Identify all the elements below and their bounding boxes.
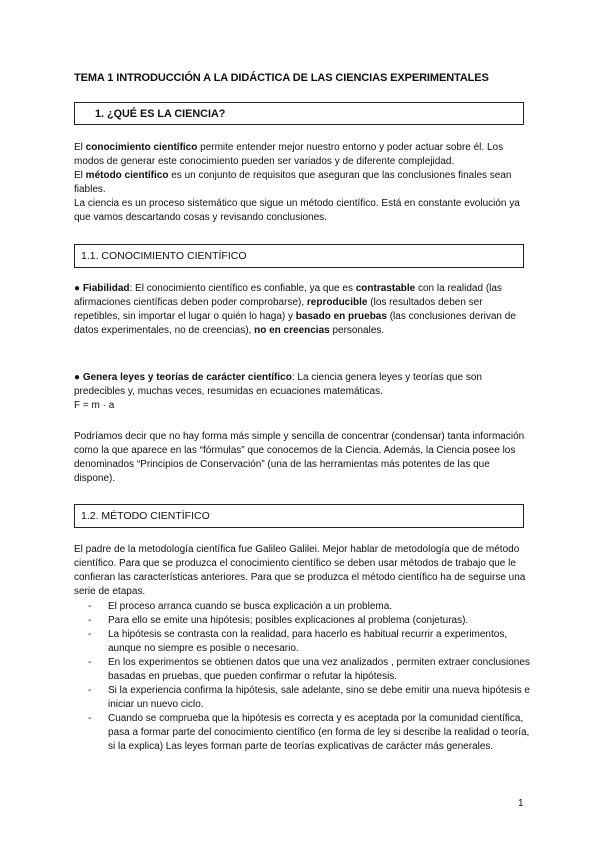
step-text: En los experimentos se obtienen datos que una vez analizados , permiten extraer conclusiones basadas en pruebas, que pueden confirmar o refutar la hipótesis. [108, 657, 530, 682]
intro-paragraph [74, 141, 530, 225]
list-dash: - [88, 601, 92, 612]
method-steps-list [74, 600, 530, 754]
fiabilidad-text-4: (las conclusiones derivan de datos experimentales, no de creencias), [74, 311, 516, 336]
leyes-text: : La ciencia genera leyes y teorías que son predecibles y, muchas veces, resumidas en ecuaciones matemáticas. [74, 372, 482, 397]
fiabilidad-paragraph [74, 282, 530, 338]
list-item [74, 600, 530, 614]
list-dash: - [88, 615, 92, 626]
step-text: Cuando se comprueba que la hipótesis es correcta y es aceptada por la comunidad científica, pasa a formar parte del conocimiento científico (en forma de ley si describe la realidad o teoría, si la explica) Las leyes forman parte de teorías explicativas de carácter más generales. [108, 713, 530, 752]
list-item [74, 628, 530, 656]
step-text: Para ello se emite una hipótesis; posibles explicaciones al problema (conjeturas). [108, 615, 469, 626]
list-item [74, 656, 530, 684]
leyes-label: Genera leyes y teorías de carácter científico [82, 372, 292, 383]
fiabilidad-bold-3: basado en pruebas [295, 311, 387, 322]
list-dash: - [88, 685, 92, 696]
page-number: 1 [518, 798, 524, 809]
formula: F = m · a [74, 400, 115, 411]
fiabilidad-bold-4: no en creencias [254, 325, 330, 336]
section-heading-que-es-la-ciencia: 1. ¿QUÉ ES LA CIENCIA? [74, 102, 524, 125]
intro-s1-bold: conocimiento científico [85, 142, 198, 153]
intro-s2-pre: El [74, 170, 86, 181]
section-heading-conocimiento-cientifico: 1.1. CONOCIMIENTO CIENTÍFICO [74, 244, 524, 268]
fiabilidad-text-3: (los resultados deben ser repetibles, sin importar el lugar o quién lo haga) y [74, 297, 483, 322]
formulas-paragraph: Podríamos decir que no hay forma más simple y sencilla de concentrar (condensar) tanta información como la que aparece en las “fórmulas” que conocemos de la Ciencia. Además, la Ciencia posee los denominados “Principios de Conservación” (una de las herramientas más potentes de las que dispone). [74, 431, 525, 484]
list-dash: - [88, 629, 92, 640]
intro-s3: La ciencia es un proceso sistemático que sigue un método científico. Está en constante evolución ya que vamos descartando cosas y revisando conclusiones. [74, 198, 520, 223]
metodo-paragraph: El padre de la metodología científica fue Galileo Galilei. Mejor hablar de metodología que de método científico. Para que se produzca el conocimiento científico se deben usar métodos de trabajo que le confieran las características anteriores. Para que se produzca el método científico ha de seguirse una serie de etapas. [74, 544, 526, 597]
intro-s1-pre: El [74, 142, 86, 153]
section-heading-metodo-cientifico: 1.2. MÉTODO CIENTÍFICO [74, 504, 524, 528]
fiabilidad-text-1: : El conocimiento científico es confiable, ya que es [129, 283, 356, 294]
step-text: La hipótesis se contrasta con la realidad, para hacerlo es habitual recurrir a experimentos, aunque no siempre es posible o necesario. [108, 629, 508, 654]
list-dash: - [88, 713, 92, 724]
intro-s2-post: es un conjunto de requisitos que aseguran que las conclusiones finales sean fiables. [74, 170, 512, 195]
bullet-marker: ● [74, 283, 83, 294]
leyes-paragraph [74, 371, 530, 413]
fiabilidad-label: Fiabilidad [82, 283, 130, 294]
list-dash: - [88, 657, 92, 668]
document-title: TEMA 1 INTRODUCCIÓN A LA DIDÁCTICA DE LAS CIENCIAS EXPERIMENTALES [74, 72, 489, 84]
list-item [74, 712, 530, 754]
fiabilidad-text-5: personales. [329, 325, 385, 336]
list-item [74, 614, 530, 628]
fiabilidad-bold-2: reproducible [306, 297, 368, 308]
intro-s1-post: permite entender mejor nuestro entorno y poder actuar sobre él. Los modos de generar este conocimiento pueden ser variados y de diferente complejidad. [74, 142, 504, 167]
bullet-marker: ● [74, 372, 83, 383]
step-text: Si la experiencia confirma la hipótesis, sale adelante, sino se debe emitir una nueva hipótesis e iniciar un nuevo ciclo. [108, 685, 530, 710]
intro-s2-bold: método científico [85, 170, 169, 181]
fiabilidad-bold-1: contrastable [355, 283, 416, 294]
step-text: El proceso arranca cuando se busca explicación a un problema. [108, 601, 393, 612]
fiabilidad-text-2: con la realidad (las afirmaciones científicas deben poder comprobarse), [74, 283, 502, 308]
list-item [74, 684, 530, 712]
